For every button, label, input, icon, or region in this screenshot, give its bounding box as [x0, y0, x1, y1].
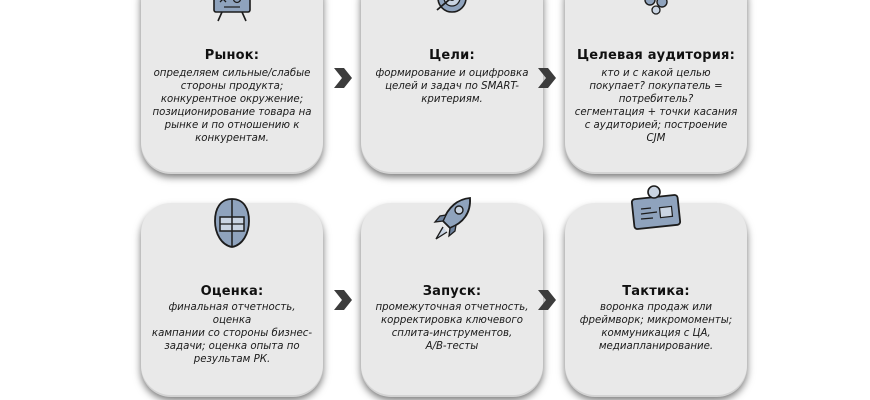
card-title: Рынок: [204, 48, 260, 63]
card-evaluation [141, 203, 323, 395]
chevron-right-icon [331, 288, 353, 312]
planning-board-icon [627, 183, 685, 233]
chevron-right-icon [535, 288, 557, 312]
chevron-right-icon [535, 66, 557, 90]
people-icon [638, 0, 674, 18]
target-dart-icon [431, 0, 473, 18]
rocket-icon [430, 195, 474, 247]
card-description: кто и с какой целью покупает? покупатель = потребитель? сегментация + точки касания с аудиторией; построение CJM [574, 68, 738, 144]
card-description: определяем сильные/слабые стороны продукта; конкурентное окружение; позиционирование товара на рынке и по отношению к конкурентам. [152, 68, 312, 144]
card-description: финальная отчетность, оценка кампании со стороны бизнес- задачи; оценка опыта по результам РК. [151, 302, 313, 365]
card-target-audience [565, 0, 747, 172]
card-description: формирование и оцифровка целей и задач по SMART- критериям. [375, 68, 529, 105]
card-tactics [565, 203, 747, 395]
card-title: Тактика: [622, 284, 690, 299]
chevron-right-icon [331, 66, 353, 90]
card-launch [361, 203, 543, 395]
card-description: промежуточная отчетность, корректировка ключевого сплита-инструментов, A/B-тесты [375, 302, 529, 352]
card-title: Запуск: [422, 284, 482, 299]
card-goals [361, 0, 543, 172]
card-title: Целевая аудитория: [577, 48, 735, 63]
card-title: Цели: [429, 48, 475, 63]
card-market [141, 0, 323, 172]
helmet-icon [211, 196, 253, 250]
chalkboard-icon [210, 0, 254, 22]
card-description: воронка продаж или фреймворк; микромоменты; коммуникация с ЦА, медиапланирование. [579, 302, 733, 352]
card-title: Оценка: [200, 284, 264, 299]
